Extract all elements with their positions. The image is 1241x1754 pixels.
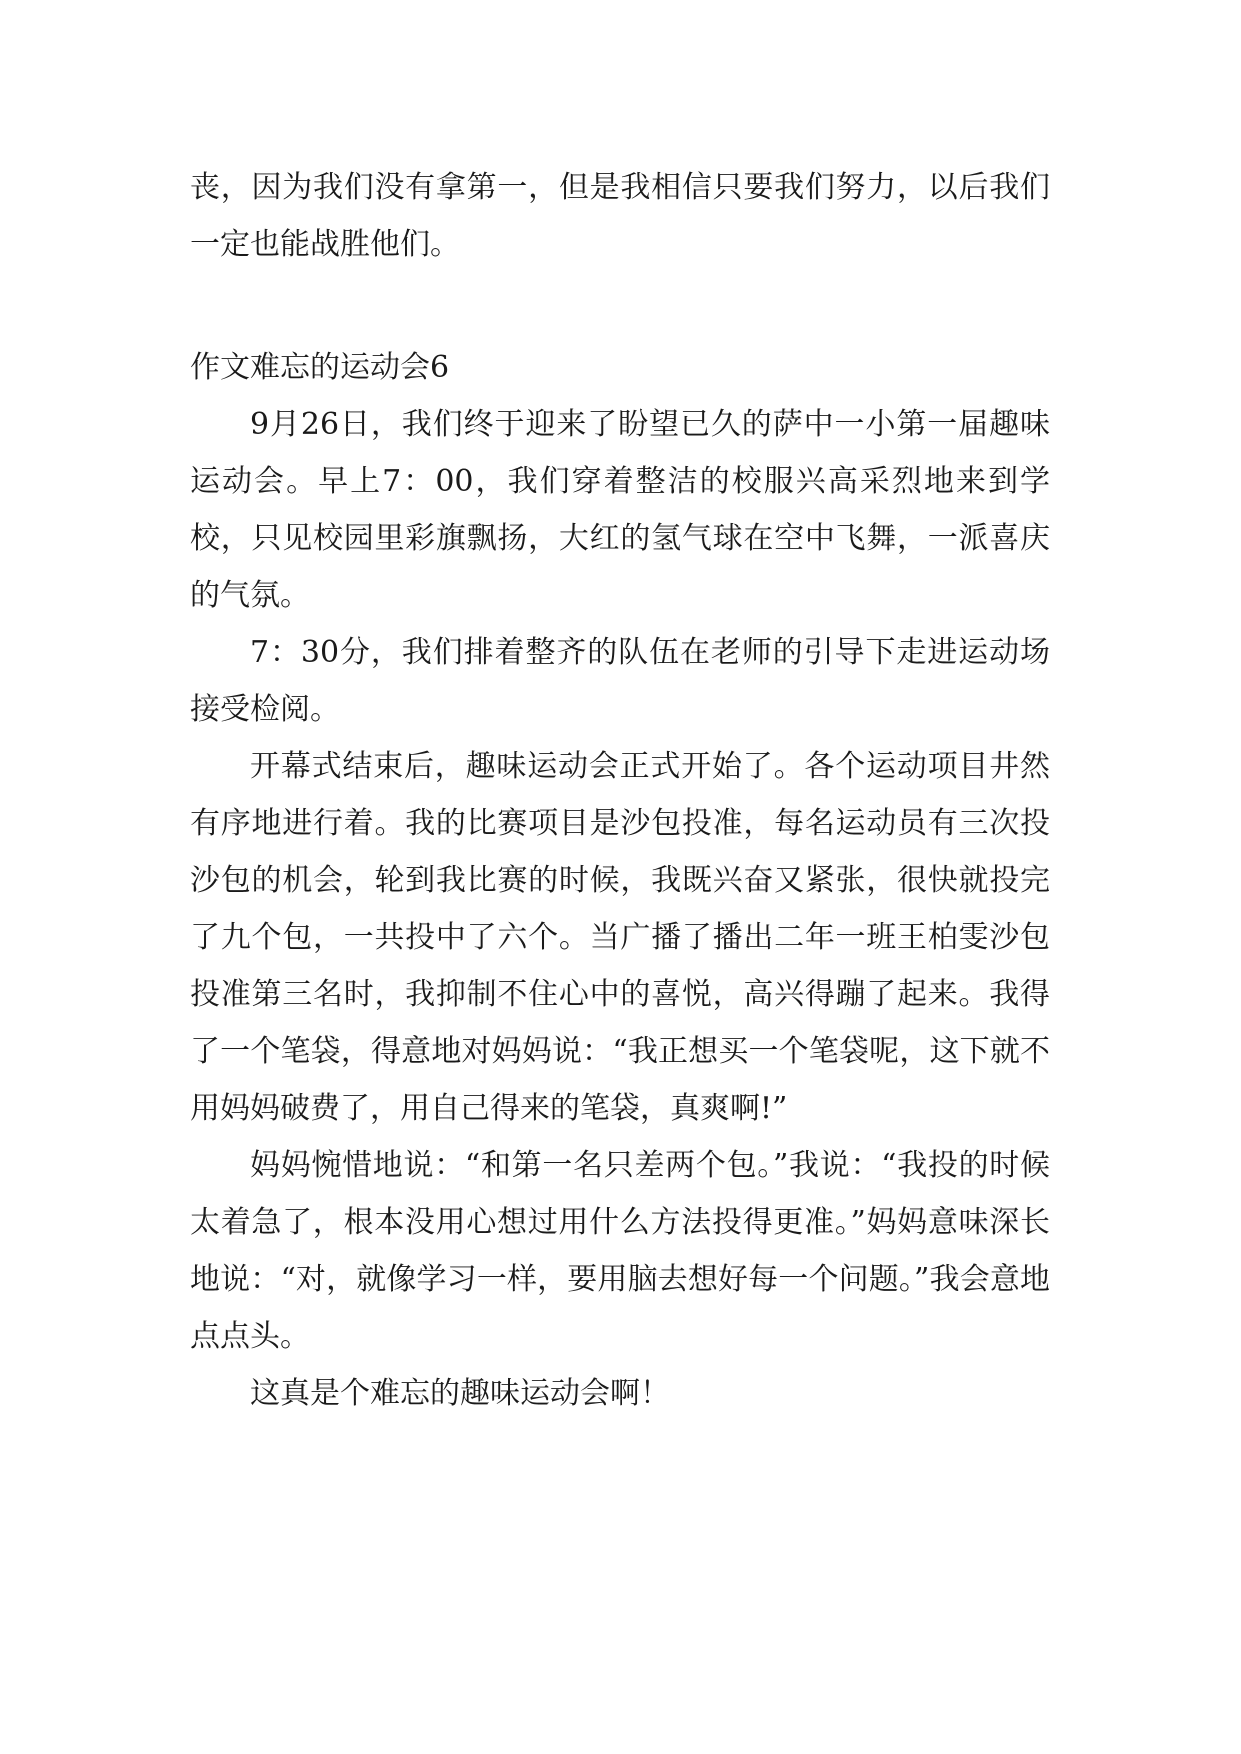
essay-section — [190, 339, 1050, 1422]
paragraph-3: 开幕式结束后，趣味运动会正式开始了。各个运动项目井然有序地进行着。我的比赛项目是沙包投准，每名运动员有三次投沙包的机会，轮到我比赛的时候，我既兴奋又紧张，很快就投完了九个包，一共投中了六个。当广播了播出二年一班王柏雯沙包投准第三名时，我抑制不住心中的喜悦，高兴得蹦了起来。我得了一个笔袋，得意地对妈妈说：“我正想买一个笔袋呢，这下就不用妈妈破费了，用自己得来的笔袋，真爽啊!” — [190, 749, 1050, 1126]
continuation-block — [190, 159, 1050, 273]
paragraph-2: 7：30分，我们排着整齐的队伍在老师的引导下走进运动场接受检阅。 — [190, 635, 1050, 727]
section-title: 作文难忘的运动会6 — [190, 350, 450, 385]
paragraph-4: 妈妈惋惜地说：“和第一名只差两个包。”我说：“我投的时候太着急了，根本没用心想过用什么方法投得更准。”妈妈意味深长地说：“对，就像学习一样，要用脑去想好每一个问题。”我会意地点点头。 — [190, 1148, 1050, 1354]
paragraph-5: 这真是个难忘的趣味运动会啊！ — [250, 1376, 670, 1411]
continuation-paragraph: 丧，因为我们没有拿第一，但是我相信只要我们努力，以后我们一定也能战胜他们。 — [190, 170, 1050, 262]
paragraph-1: 9月26日，我们终于迎来了盼望已久的萨中一小第一届趣味运动会。早上7：00，我们穿着整洁的校服兴高采烈地来到学校，只见校园里彩旗飘扬，大红的氢气球在空中飞舞，一派喜庆的气氛。 — [190, 407, 1050, 613]
